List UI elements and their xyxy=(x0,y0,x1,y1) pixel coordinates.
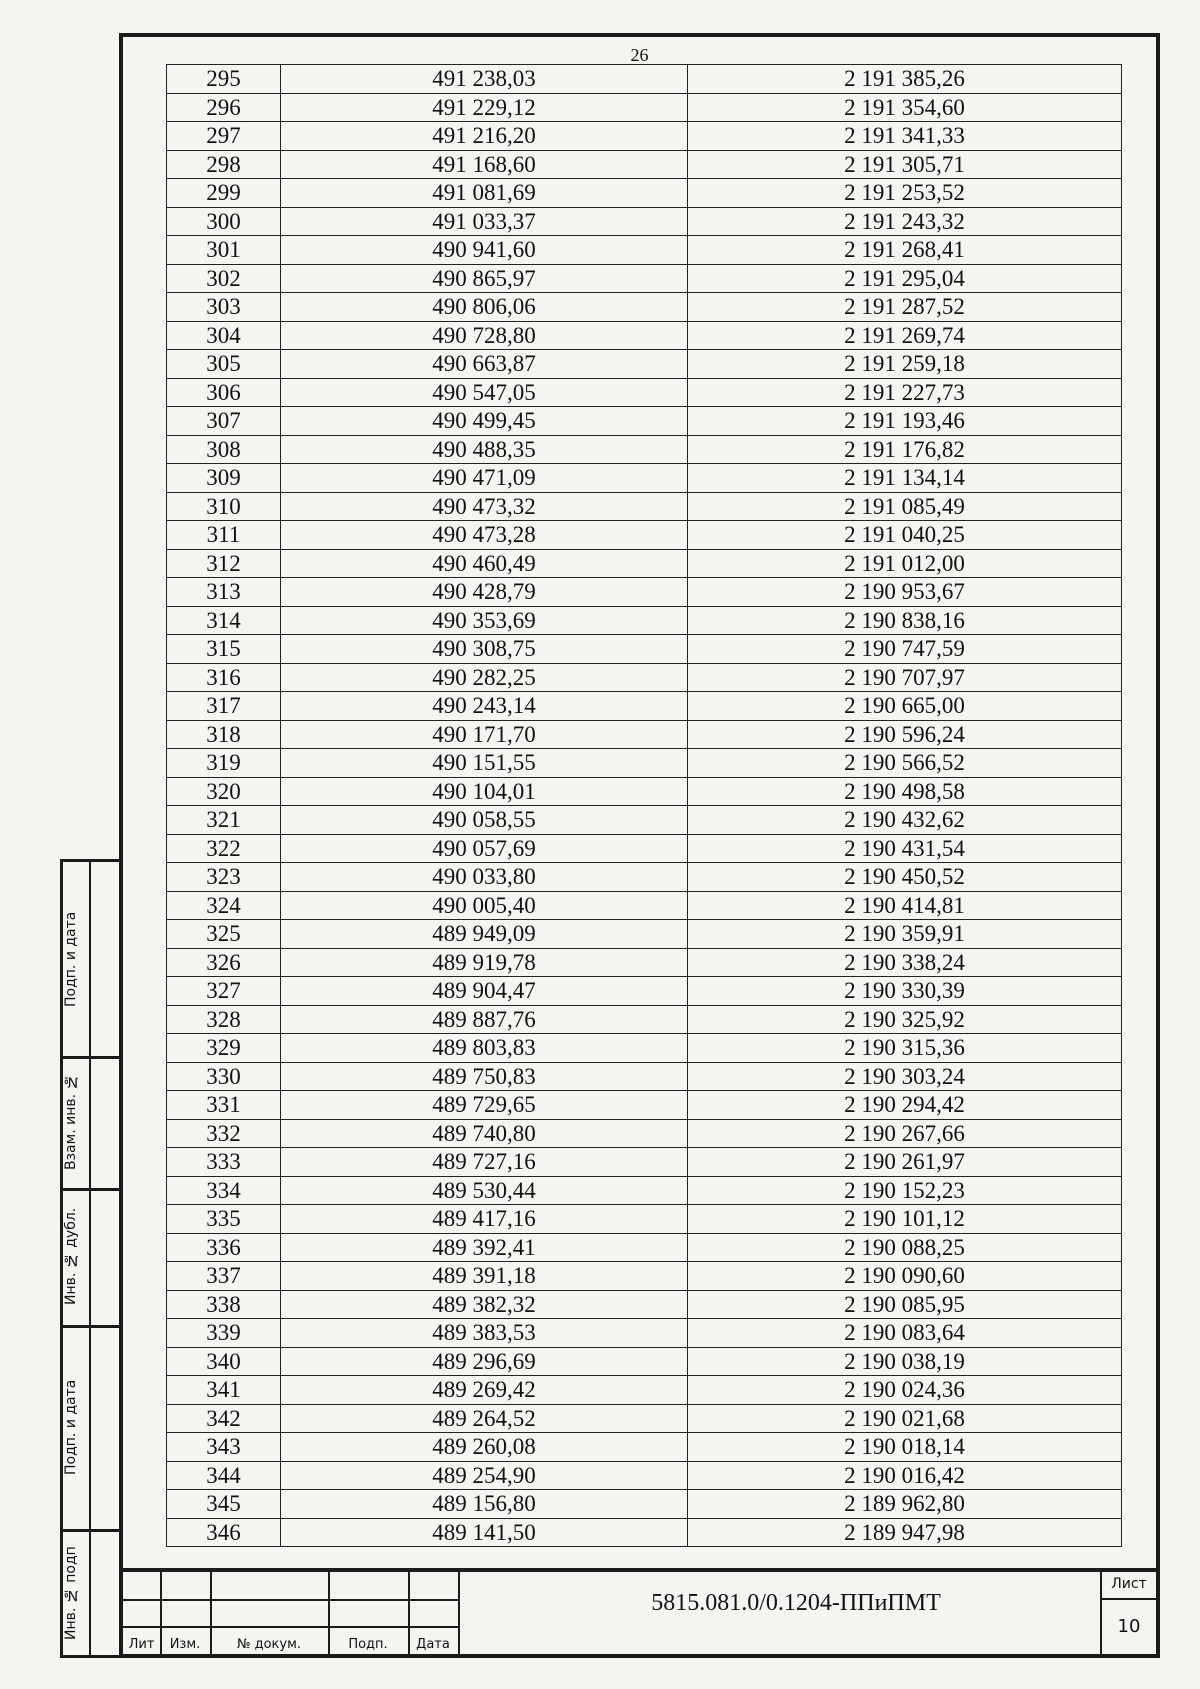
y-coordinate-cell: 2 190 261,97 xyxy=(688,1148,1122,1177)
drawing-frame xyxy=(119,33,1160,1658)
point-number-cell: 301 xyxy=(167,236,281,265)
x-coordinate-cell: 489 729,65 xyxy=(281,1091,688,1120)
y-coordinate-cell: 2 190 016,42 xyxy=(688,1461,1122,1490)
table-row xyxy=(167,834,1122,863)
x-coordinate-cell: 491 238,03 xyxy=(281,65,688,94)
x-coordinate-cell: 489 904,47 xyxy=(281,977,688,1006)
point-number-cell: 334 xyxy=(167,1176,281,1205)
point-number-cell: 339 xyxy=(167,1319,281,1348)
point-number-cell: 307 xyxy=(167,407,281,436)
stamp-lit-label: Лит xyxy=(128,1637,155,1652)
x-coordinate-cell: 490 499,45 xyxy=(281,407,688,436)
point-number-cell: 323 xyxy=(167,863,281,892)
x-coordinate-cell: 489 141,50 xyxy=(281,1518,688,1547)
y-coordinate-cell: 2 190 747,59 xyxy=(688,635,1122,664)
table-row xyxy=(167,720,1122,749)
y-coordinate-cell: 2 190 038,19 xyxy=(688,1347,1122,1376)
table-row xyxy=(167,521,1122,550)
stamp-izm-label: Изм. xyxy=(169,1637,201,1652)
point-number-cell: 310 xyxy=(167,492,281,521)
table-row xyxy=(167,578,1122,607)
x-coordinate-cell: 489 740,80 xyxy=(281,1119,688,1148)
side-label-orig-inv: Инв. № подп xyxy=(63,1546,79,1641)
x-coordinate-cell: 489 949,09 xyxy=(281,920,688,949)
y-coordinate-cell: 2 191 085,49 xyxy=(688,492,1122,521)
y-coordinate-cell: 2 191 176,82 xyxy=(688,435,1122,464)
table-row xyxy=(167,1005,1122,1034)
y-coordinate-cell: 2 190 021,68 xyxy=(688,1404,1122,1433)
table-row xyxy=(167,692,1122,721)
point-number-cell: 329 xyxy=(167,1034,281,1063)
y-coordinate-cell: 2 190 267,66 xyxy=(688,1119,1122,1148)
table-row xyxy=(167,150,1122,179)
x-coordinate-cell: 490 806,06 xyxy=(281,293,688,322)
table-row xyxy=(167,179,1122,208)
x-coordinate-cell: 489 296,69 xyxy=(281,1347,688,1376)
y-coordinate-cell: 2 190 566,52 xyxy=(688,749,1122,778)
x-coordinate-cell: 490 473,32 xyxy=(281,492,688,521)
point-number-cell: 298 xyxy=(167,150,281,179)
y-coordinate-cell: 2 189 947,98 xyxy=(688,1518,1122,1547)
x-coordinate-cell: 490 728,80 xyxy=(281,321,688,350)
x-coordinate-cell: 490 171,70 xyxy=(281,720,688,749)
x-coordinate-cell: 490 473,28 xyxy=(281,521,688,550)
point-number-cell: 336 xyxy=(167,1233,281,1262)
y-coordinate-cell: 2 191 227,73 xyxy=(688,378,1122,407)
y-coordinate-cell: 2 190 596,24 xyxy=(688,720,1122,749)
table-row xyxy=(167,863,1122,892)
stamp-date-label: Дата xyxy=(416,1637,450,1652)
x-coordinate-cell: 490 057,69 xyxy=(281,834,688,863)
table-row xyxy=(167,891,1122,920)
x-coordinate-cell: 491 081,69 xyxy=(281,179,688,208)
y-coordinate-cell: 2 190 294,42 xyxy=(688,1091,1122,1120)
document-number: 5815.081.0/0.1204-ППиПМТ xyxy=(651,1590,941,1616)
x-coordinate-cell: 490 104,01 xyxy=(281,777,688,806)
table-row xyxy=(167,122,1122,151)
stamp-sign-label: Подп. xyxy=(348,1637,388,1652)
x-coordinate-cell: 490 005,40 xyxy=(281,891,688,920)
point-number-cell: 346 xyxy=(167,1518,281,1547)
x-coordinate-cell: 490 663,87 xyxy=(281,350,688,379)
table-row xyxy=(167,1347,1122,1376)
sheet-label: Лист xyxy=(1111,1576,1147,1592)
table-row xyxy=(167,663,1122,692)
table-row xyxy=(167,1176,1122,1205)
y-coordinate-cell: 2 190 085,95 xyxy=(688,1290,1122,1319)
table-row xyxy=(167,1319,1122,1348)
y-coordinate-cell: 2 191 243,32 xyxy=(688,207,1122,236)
point-number-cell: 322 xyxy=(167,834,281,863)
table-row xyxy=(167,749,1122,778)
side-strip xyxy=(60,859,119,1658)
table-row xyxy=(167,464,1122,493)
table-row xyxy=(167,1205,1122,1234)
point-number-cell: 303 xyxy=(167,293,281,322)
y-coordinate-cell: 2 191 193,46 xyxy=(688,407,1122,436)
x-coordinate-cell: 491 033,37 xyxy=(281,207,688,236)
point-number-cell: 328 xyxy=(167,1005,281,1034)
point-number-cell: 320 xyxy=(167,777,281,806)
y-coordinate-cell: 2 190 088,25 xyxy=(688,1233,1122,1262)
y-coordinate-cell: 2 190 325,92 xyxy=(688,1005,1122,1034)
y-coordinate-cell: 2 191 040,25 xyxy=(688,521,1122,550)
y-coordinate-cell: 2 190 450,52 xyxy=(688,863,1122,892)
x-coordinate-cell: 490 460,49 xyxy=(281,549,688,578)
point-number-cell: 344 xyxy=(167,1461,281,1490)
x-coordinate-cell: 489 269,42 xyxy=(281,1376,688,1405)
table-row xyxy=(167,948,1122,977)
point-number-cell: 295 xyxy=(167,65,281,94)
table-row xyxy=(167,207,1122,236)
point-number-cell: 337 xyxy=(167,1262,281,1291)
table-row xyxy=(167,93,1122,122)
point-number-cell: 311 xyxy=(167,521,281,550)
side-label-replaced-inv: Взам. инв. № xyxy=(63,1073,79,1171)
y-coordinate-cell: 2 191 341,33 xyxy=(688,122,1122,151)
table-row xyxy=(167,378,1122,407)
y-coordinate-cell: 2 190 303,24 xyxy=(688,1062,1122,1091)
x-coordinate-cell: 489 803,83 xyxy=(281,1034,688,1063)
y-coordinate-cell: 2 191 305,71 xyxy=(688,150,1122,179)
point-number-cell: 317 xyxy=(167,692,281,721)
x-coordinate-cell: 489 264,52 xyxy=(281,1404,688,1433)
point-number-cell: 297 xyxy=(167,122,281,151)
page-number: 26 xyxy=(630,45,649,65)
y-coordinate-cell: 2 190 018,14 xyxy=(688,1433,1122,1462)
y-coordinate-cell: 2 190 665,00 xyxy=(688,692,1122,721)
y-coordinate-cell: 2 190 152,23 xyxy=(688,1176,1122,1205)
point-number-cell: 321 xyxy=(167,806,281,835)
table-row xyxy=(167,977,1122,1006)
x-coordinate-cell: 490 471,09 xyxy=(281,464,688,493)
x-coordinate-cell: 490 058,55 xyxy=(281,806,688,835)
point-number-cell: 302 xyxy=(167,264,281,293)
table-row xyxy=(167,1062,1122,1091)
y-coordinate-cell: 2 191 354,60 xyxy=(688,93,1122,122)
x-coordinate-cell: 490 243,14 xyxy=(281,692,688,721)
x-coordinate-cell: 489 727,16 xyxy=(281,1148,688,1177)
x-coordinate-cell: 490 941,60 xyxy=(281,236,688,265)
table-row xyxy=(167,1091,1122,1120)
y-coordinate-cell: 2 190 431,54 xyxy=(688,834,1122,863)
point-number-cell: 325 xyxy=(167,920,281,949)
y-coordinate-cell: 2 190 083,64 xyxy=(688,1319,1122,1348)
point-number-cell: 326 xyxy=(167,948,281,977)
y-coordinate-cell: 2 191 385,26 xyxy=(688,65,1122,94)
x-coordinate-cell: 490 488,35 xyxy=(281,435,688,464)
point-number-cell: 312 xyxy=(167,549,281,578)
x-coordinate-cell: 490 865,97 xyxy=(281,264,688,293)
x-coordinate-cell: 489 919,78 xyxy=(281,948,688,977)
x-coordinate-cell: 490 033,80 xyxy=(281,863,688,892)
point-number-cell: 327 xyxy=(167,977,281,1006)
table-row xyxy=(167,1290,1122,1319)
x-coordinate-cell: 490 308,75 xyxy=(281,635,688,664)
point-number-cell: 338 xyxy=(167,1290,281,1319)
point-number-cell: 340 xyxy=(167,1347,281,1376)
table-row xyxy=(167,435,1122,464)
table-row xyxy=(167,350,1122,379)
point-number-cell: 300 xyxy=(167,207,281,236)
y-coordinate-cell: 2 191 259,18 xyxy=(688,350,1122,379)
table-row xyxy=(167,65,1122,94)
y-coordinate-cell: 2 190 330,39 xyxy=(688,977,1122,1006)
table-row xyxy=(167,407,1122,436)
y-coordinate-cell: 2 191 268,41 xyxy=(688,236,1122,265)
point-number-cell: 296 xyxy=(167,93,281,122)
y-coordinate-cell: 2 191 287,52 xyxy=(688,293,1122,322)
point-number-cell: 333 xyxy=(167,1148,281,1177)
side-label-sign-date-1: Подп. и дата xyxy=(63,911,79,1007)
point-number-cell: 319 xyxy=(167,749,281,778)
side-label-dup-inv: Инв. № дубл. xyxy=(63,1207,79,1306)
y-coordinate-cell: 2 190 359,91 xyxy=(688,920,1122,949)
table-row xyxy=(167,264,1122,293)
table-row xyxy=(167,321,1122,350)
point-number-cell: 343 xyxy=(167,1433,281,1462)
y-coordinate-cell: 2 189 962,80 xyxy=(688,1490,1122,1519)
y-coordinate-cell: 2 190 090,60 xyxy=(688,1262,1122,1291)
table-row xyxy=(167,806,1122,835)
x-coordinate-cell: 489 417,16 xyxy=(281,1205,688,1234)
table-row xyxy=(167,1148,1122,1177)
x-coordinate-cell: 491 216,20 xyxy=(281,122,688,151)
x-coordinate-cell: 490 282,25 xyxy=(281,663,688,692)
point-number-cell: 309 xyxy=(167,464,281,493)
table-row xyxy=(167,492,1122,521)
table-row xyxy=(167,549,1122,578)
x-coordinate-cell: 490 547,05 xyxy=(281,378,688,407)
x-coordinate-cell: 489 383,53 xyxy=(281,1319,688,1348)
table-row xyxy=(167,1518,1122,1547)
coordinates-table xyxy=(166,64,1122,1547)
point-number-cell: 332 xyxy=(167,1119,281,1148)
table-row xyxy=(167,1404,1122,1433)
y-coordinate-cell: 2 190 024,36 xyxy=(688,1376,1122,1405)
point-number-cell: 331 xyxy=(167,1091,281,1120)
point-number-cell: 313 xyxy=(167,578,281,607)
title-block xyxy=(123,1568,1156,1654)
table-row xyxy=(167,920,1122,949)
point-number-cell: 341 xyxy=(167,1376,281,1405)
y-coordinate-cell: 2 191 295,04 xyxy=(688,264,1122,293)
y-coordinate-cell: 2 190 101,12 xyxy=(688,1205,1122,1234)
y-coordinate-cell: 2 190 338,24 xyxy=(688,948,1122,977)
x-coordinate-cell: 491 168,60 xyxy=(281,150,688,179)
table-row xyxy=(167,1433,1122,1462)
table-row xyxy=(167,1461,1122,1490)
point-number-cell: 304 xyxy=(167,321,281,350)
y-coordinate-cell: 2 190 953,67 xyxy=(688,578,1122,607)
x-coordinate-cell: 489 382,32 xyxy=(281,1290,688,1319)
x-coordinate-cell: 489 260,08 xyxy=(281,1433,688,1462)
point-number-cell: 308 xyxy=(167,435,281,464)
point-number-cell: 314 xyxy=(167,606,281,635)
y-coordinate-cell: 2 191 134,14 xyxy=(688,464,1122,493)
table-row xyxy=(167,777,1122,806)
table-row xyxy=(167,1034,1122,1063)
x-coordinate-cell: 490 151,55 xyxy=(281,749,688,778)
x-coordinate-cell: 490 428,79 xyxy=(281,578,688,607)
y-coordinate-cell: 2 190 498,58 xyxy=(688,777,1122,806)
table-row xyxy=(167,635,1122,664)
x-coordinate-cell: 490 353,69 xyxy=(281,606,688,635)
sheet-number: 10 xyxy=(1117,1616,1141,1637)
table-row xyxy=(167,1119,1122,1148)
table-row xyxy=(167,293,1122,322)
point-number-cell: 330 xyxy=(167,1062,281,1091)
x-coordinate-cell: 489 254,90 xyxy=(281,1461,688,1490)
y-coordinate-cell: 2 190 838,16 xyxy=(688,606,1122,635)
table-row xyxy=(167,606,1122,635)
point-number-cell: 324 xyxy=(167,891,281,920)
side-label-sign-date-2: Подп. и дата xyxy=(63,1379,79,1475)
table-row xyxy=(167,1376,1122,1405)
point-number-cell: 345 xyxy=(167,1490,281,1519)
x-coordinate-cell: 489 156,80 xyxy=(281,1490,688,1519)
point-number-cell: 318 xyxy=(167,720,281,749)
table-row xyxy=(167,1262,1122,1291)
table-row xyxy=(167,236,1122,265)
point-number-cell: 299 xyxy=(167,179,281,208)
point-number-cell: 342 xyxy=(167,1404,281,1433)
x-coordinate-cell: 489 887,76 xyxy=(281,1005,688,1034)
x-coordinate-cell: 489 530,44 xyxy=(281,1176,688,1205)
x-coordinate-cell: 489 392,41 xyxy=(281,1233,688,1262)
y-coordinate-cell: 2 190 414,81 xyxy=(688,891,1122,920)
x-coordinate-cell: 489 750,83 xyxy=(281,1062,688,1091)
x-coordinate-cell: 489 391,18 xyxy=(281,1262,688,1291)
stamp-doc-label: № докум. xyxy=(236,1637,302,1652)
point-number-cell: 305 xyxy=(167,350,281,379)
y-coordinate-cell: 2 191 269,74 xyxy=(688,321,1122,350)
y-coordinate-cell: 2 190 432,62 xyxy=(688,806,1122,835)
y-coordinate-cell: 2 191 012,00 xyxy=(688,549,1122,578)
y-coordinate-cell: 2 190 707,97 xyxy=(688,663,1122,692)
point-number-cell: 315 xyxy=(167,635,281,664)
y-coordinate-cell: 2 191 253,52 xyxy=(688,179,1122,208)
x-coordinate-cell: 491 229,12 xyxy=(281,93,688,122)
table-row xyxy=(167,1233,1122,1262)
point-number-cell: 335 xyxy=(167,1205,281,1234)
y-coordinate-cell: 2 190 315,36 xyxy=(688,1034,1122,1063)
point-number-cell: 306 xyxy=(167,378,281,407)
point-number-cell: 316 xyxy=(167,663,281,692)
table-row xyxy=(167,1490,1122,1519)
